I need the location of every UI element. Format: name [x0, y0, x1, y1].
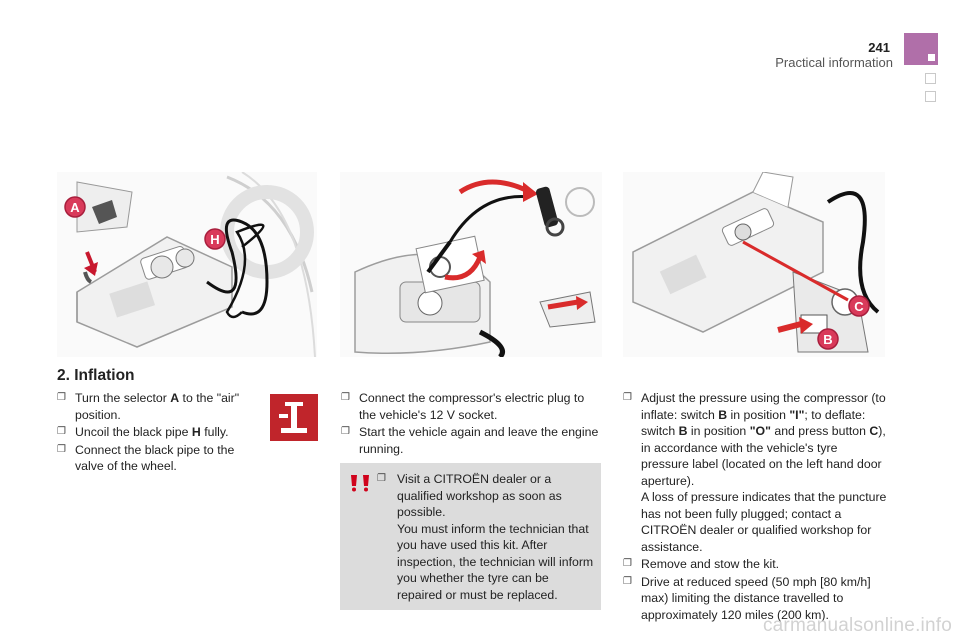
bullet-icon: ❐ — [341, 392, 350, 403]
item-label-switch: B — [678, 424, 688, 438]
item-label-selector: A — [170, 391, 180, 405]
jack-icon — [270, 394, 318, 441]
tab-empty-1 — [925, 73, 936, 84]
list-item — [341, 424, 603, 457]
bullet-icon: ❐ — [57, 443, 66, 455]
list-item — [341, 390, 603, 423]
illustration-selector-pipe — [57, 172, 317, 357]
item-text: Adjust the pressure using the compressor (to inflate: switch — [641, 391, 886, 422]
warning-text — [377, 471, 595, 603]
item-label-inflate: "I" — [789, 407, 805, 422]
item-text: in position — [687, 424, 750, 438]
bullet-icon: ❐ — [57, 392, 66, 403]
item-text: to the "air" position. — [75, 391, 240, 422]
bullet-icon: ❐ — [623, 392, 632, 403]
item-text: and press button — [770, 424, 870, 438]
tab-empty-2 — [925, 91, 936, 102]
page-number: 241 — [868, 40, 890, 55]
warning-icon — [349, 474, 371, 492]
column-3 — [623, 390, 887, 624]
bullet-icon: ❐ — [57, 426, 66, 437]
bullet-icon: ❐ — [623, 575, 632, 587]
item-text: Connect the compressor's electric plug to the vehicle's 12 V socket. — [359, 391, 585, 422]
illustration-plug-socket — [340, 172, 602, 357]
section-heading: 2. Inflation — [57, 367, 135, 384]
section-title: Practical information — [775, 55, 893, 70]
list-item — [57, 390, 252, 423]
bullet-icon: ❐ — [377, 473, 386, 484]
item-text: Turn the selector — [75, 391, 171, 405]
warning-line: Visit a CITROËN dealer or a qualified workshop as soon as possible. — [397, 472, 562, 519]
item-label-deflate: "O" — [749, 424, 771, 438]
list-item — [57, 424, 252, 441]
item-label-pipe: H — [191, 425, 201, 439]
callout-h: H — [210, 232, 220, 247]
tab-marker — [928, 54, 935, 61]
illustration-pressure-switch — [623, 172, 885, 357]
callout-c: C — [854, 299, 864, 314]
item-note: A loss of pressure indicates that the puncture has not been fully plugged; contact a CITROËN dealer or qualified workshop for assistance. — [641, 490, 887, 554]
column-2 — [341, 390, 603, 458]
section-tab — [904, 33, 938, 65]
item-text: Drive at reduced speed (50 mph [80 km/h] max) limiting the distance travelled to approximately 120 miles (200 km). — [641, 574, 871, 622]
item-text: Connect the black pipe to the valve of the wheel. — [75, 442, 235, 473]
callout-b: B — [823, 332, 833, 347]
warning-line: You must inform the technician that you have used this kit. After inspection, the technician will inform you whether the tyre can be repaired or must be replaced. — [397, 521, 594, 602]
bullet-icon: ❐ — [623, 558, 632, 569]
item-label-switch: B — [718, 407, 728, 422]
item-text: Uncoil the black pipe — [75, 425, 192, 439]
item-text: ; to deflate: switch — [641, 407, 866, 438]
watermark: carmanualsonline.info — [762, 615, 952, 636]
item-text: Start the vehicle again and leave the engine running. — [359, 425, 599, 456]
item-text: ), in accordance with the vehicle's tyre pressure label (located on the left hand door aperture). — [641, 424, 886, 488]
list-item — [57, 442, 252, 475]
list-item — [623, 390, 887, 555]
list-item — [623, 556, 887, 573]
item-label-button: C — [869, 424, 879, 438]
bullet-icon: ❐ — [341, 426, 350, 437]
item-text: fully. — [200, 425, 229, 439]
column-1 — [57, 390, 252, 476]
item-text: Remove and stow the kit. — [641, 557, 780, 571]
callout-a: A — [70, 200, 80, 215]
item-text: in position — [727, 407, 790, 422]
